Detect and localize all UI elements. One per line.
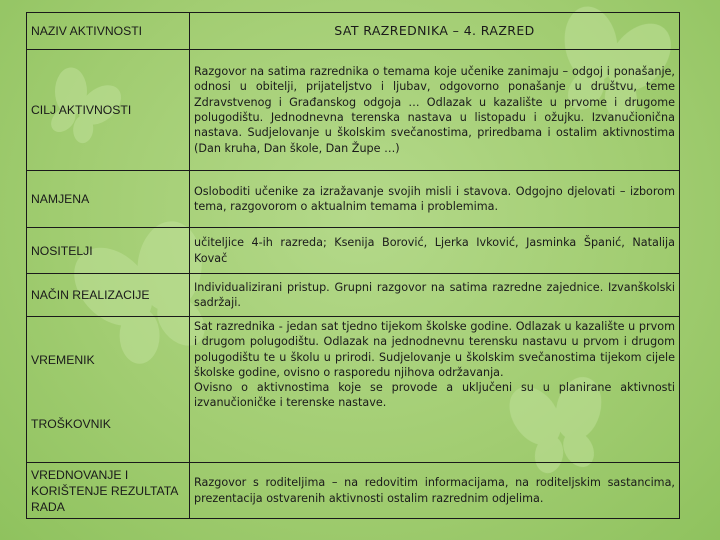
table-row [27, 463, 680, 519]
cost-label: TROŠKOVNIK [31, 417, 111, 431]
cost-value: Ovisno o aktivnostima koje se provode a uključeni su u planirane aktivnosti izvanučioničke i terenske nastave. [194, 381, 675, 410]
table-row [27, 50, 680, 171]
holders-value: učiteljice 4-ih razreda; Ksenija Borović, Ljerka Ivković, Jasminka Španić, Natalija Kovač [190, 228, 680, 274]
schedule-label: VREMENIK [31, 353, 95, 367]
schedule-value: Sat razrednika - jedan sat tjedno tijekom školske godine. Odlazak u kazalište u prvom i drugom polugodištu. Odlazak na jednodnevnu terensku nastavu u prvom i drugom polugodištu te u školu u prirodi. Sudjelovanje u školskim svečanostima tijekom cijele školske godine, ovisno o rasporedu njihova održavanja. [194, 320, 675, 379]
evaluation-label: VREDNOVANJE I KORIŠTENJE REZULTATA RADA [27, 463, 190, 519]
header-row [27, 13, 680, 50]
goal-value: Razgovor na satima razrednika o temama koje učenike zanimaju – odgoj i ponašanje, odnosi u obitelji, prijateljstvo i ljubav, odgovorno ponašanje u društvu, teme Zdravstvenog i Građanskog odgoja … Odlazak u kazalište u prvome i drugome polugodištu. Jednodnevna terenska nastava u listopadu i ožujku. Izvanučionična nastava. Sudjelovanje u školskim svečanostima, priredbama i ostalim aktivnostima (Dan kruha, Dan škole, Dan Župe …) [190, 50, 680, 171]
holders-label: NOSITELJI [27, 228, 190, 274]
purpose-label: NAMJENA [27, 171, 190, 228]
schedule-cost-value-cell [190, 317, 680, 463]
activity-name-label: NAZIV AKTIVNOSTI [27, 13, 190, 50]
table-row [27, 317, 680, 463]
table-row [27, 274, 680, 317]
purpose-value: Osloboditi učenike za izražavanje svojih misli i stavova. Odgojno djelovati – izborom tema, razgovorom o aktualnim temama i problemima. [190, 171, 680, 228]
method-value: Individualizirani pristup. Grupni razgovor na satima razredne zajednice. Izvanškolski sadržaji. [190, 274, 680, 317]
activity-title: SAT RAZREDNIKA – 4. RAZRED [190, 13, 680, 50]
table-row [27, 171, 680, 228]
goal-label: CILJ AKTIVNOSTI [27, 50, 190, 171]
evaluation-value: Razgovor s roditeljima – na redovitim informacijama, na roditeljskim sastancima, prezentacija ostvarenih aktivnosti ostalim razrednim odjelima. [190, 463, 680, 519]
table-row [27, 228, 680, 274]
activity-table [26, 12, 680, 519]
method-label: NAČIN REALIZACIJE [27, 274, 190, 317]
schedule-cost-label-cell [27, 317, 190, 463]
